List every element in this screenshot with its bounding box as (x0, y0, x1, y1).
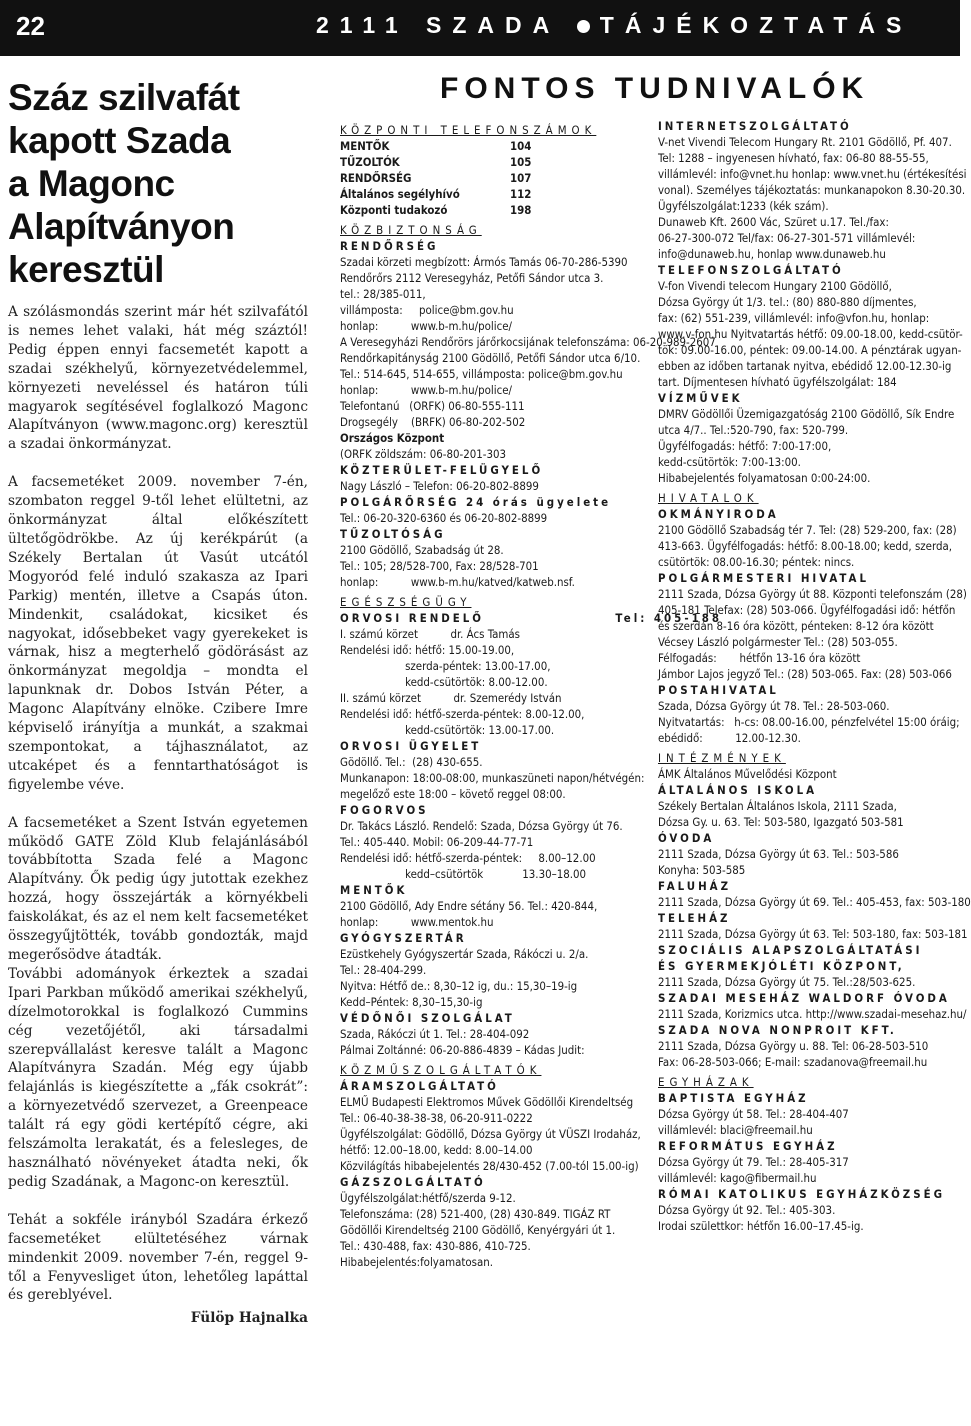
article-paragraph: A facsemetéket 2009. november 7-én, szombaton reggel 9-től lehet elültetni, az önkormányzat által előkészített ültetőgödrökbe. Az új kerékpárút (a Székely Bertalan út Vasút utcától Mogyoród felé induló szakasza az Ipari Parkig) mentén, illetve a Csapás úton. Mindenkit, családokat, kicsiket és nagyokat, idősebbeket vagy gyerekeket is várnak, hisz a megterhelő gödörásást az önkormányzat megoldja – mondta el lapunknak dr. Dobos István Péter, a Magonc Alapítvány elnöke. Czibere Imre képviselő irányítja a munkát, a szakmai szempontokat, a tájhasználatot, az utcaképet és a fenntarthatóságot is figyelembe véve. (8, 474, 308, 793)
info-line: kedd-csütörtök: 8.00-12.00. (340, 675, 548, 689)
info-line: A Veresegyházi Rendőrörs járőrkocsijának telefonszáma: 06-20-989-2607 (340, 335, 716, 349)
subsection-heading: POLGÁRŐRSÉG 24 órás ügyelete (340, 495, 612, 509)
info-line: villámlevél: info@vnet.hu honlap: www.vnet.hu (értékesítési (658, 167, 967, 181)
info-line: tel.: 28/385-011, (340, 287, 426, 301)
phone-label: Általános segélyhívó (340, 187, 460, 201)
phone-row (340, 186, 640, 202)
info-line: utca 4/7.. Tel.:520-790, fax: 520-799. (658, 423, 849, 437)
info-line: Tel.: 28-404-299. (340, 963, 427, 977)
subsection-heading: POSTAHIVATAL (658, 683, 779, 697)
headline-line: kapott Szada (8, 120, 231, 161)
info-line: Telefontanú (ORFK) 06-80-555-111 (340, 399, 525, 413)
info-line: Hibabejelentés:folyamatosan. (340, 1255, 494, 1269)
info-line: Dózsa György út 58. Tel.: 28-404-407 (658, 1107, 849, 1121)
phone-label: TŰZOLTÓK (340, 155, 400, 169)
subsection-heading: VÍZMŰVEK (658, 391, 743, 405)
headline-line: a Magonc (8, 163, 175, 204)
info-line: Dózsa György út 92. Tel.: 405-303. (658, 1203, 836, 1217)
phone-number: 198 (510, 203, 532, 217)
info-line: szerda-péntek: 13.00-17.00, (340, 659, 551, 673)
subsection-heading: REFORMÁTUS EGYHÁZ (658, 1139, 838, 1153)
info-line: Tel.: 06-40-38-38-38, 06-20-911-0222 (340, 1111, 533, 1125)
subsection-heading: TELEHÁZ (658, 911, 731, 925)
info-line: 2111 Szada, Dózsa György út 69. Tel.: 405-453, fax: 503-180 (658, 895, 971, 909)
info-line: Közvilágítás hibabejelentés 28/430-452 (7.00-tól 15.00-ig) (340, 1159, 639, 1173)
subsection-heading: ORVOSI RENDELŐ Tel: 405-188 (340, 611, 722, 625)
info-line: info@dunaweb.hu, honlap www.dunaweb.hu (658, 247, 886, 261)
section-heading: HIVATALOK (658, 491, 759, 505)
phone-number: 105 (510, 155, 532, 169)
info-line: 06-27-300-072 Tel/fax: 06-27-301-571 villámlevél: (658, 231, 916, 245)
info-line: 2111 Szada, Dózsa György út 88. Központi telefonszám (28) (658, 587, 967, 601)
info-line: Ezüstkehely Gyógyszertár Szada, Rákóczi u. 2/a. (340, 947, 589, 961)
article-paragraph: A facsemetéket a Szent István egyetemen működő GATE Zöld Klub felajánlásából továbbította Szada felé a Magonc Alapítvány. Ők pedig úgy jutottak ezekhez hozzá, hogy összejárták a környékbeli faiskolákat, és az el nem kelt facsemetéket összegyűjtötték, tovább gondozták, majd megerősödve átadták. (8, 814, 308, 963)
info-line: www.v-fon.hu Nyitvatartás hétfő: 09.00-18.00, kedd-csütör- (658, 327, 963, 341)
info-line: tök: 09.00-16.00, péntek: 09.00-14.00. A pénztárak ugyan- (658, 343, 962, 357)
section-heading: EGYHÁZAK (658, 1075, 754, 1089)
info-line: Hibabejelentés folyamatosan 0:00-24:00. (658, 471, 871, 485)
subsection-heading: SZADAI MESEHÁZ WALDORF ÓVODA (658, 991, 950, 1005)
headline-line: Alapítványon (8, 206, 235, 247)
info-line: Tel: 1288 – ingyenesen hívható, fax: 06-80 88-55-55, (658, 151, 929, 165)
info-line: vonal). Személyes tájékoztatás: munkanapokon 8.30-20.30. (658, 183, 966, 197)
info-line: 413-663. Ügyfélfogadás: hétfő: 8.00-18.00; kedd, szerda, (658, 539, 953, 553)
subsection-heading: KÖZTERÜLET-FELÜGYELŐ (340, 463, 544, 477)
phone-row (340, 170, 640, 186)
info-line: Jámbor Lajos jegyző Tel.: (28) 503-065. Fax: (28) 503-066 (658, 667, 952, 681)
info-line: villámposta: police@bm.gov.hu (340, 303, 514, 317)
info-line: 2100 Gödöllő, Ady Endre sétány 56. Tel.: 420-844, (340, 899, 598, 913)
info-line: 2111 Szada, Dózsa György u. 88. Tel: 06-28-503-510 (658, 1039, 929, 1053)
info-line: Dunaweb Kft. 2600 Vác, Szüret u.17. Tel./fax: (658, 215, 889, 229)
info-line: ÁMK Általános Művelődési Központ (658, 767, 837, 781)
info-line: Tel.: 105; 28/528-700, Fax: 28/528-701 (340, 559, 539, 573)
info-line: V-fon Vivendi telecom Hungary 2100 Gödöllő, (658, 279, 892, 293)
subsection-heading: BAPTISTA EGYHÁZ (658, 1091, 809, 1105)
article-author: Fülöp Hajnalka (190, 1310, 308, 1327)
info-line: és szerdán 8-16 óra között, pénteken: 8-12 óra között (658, 619, 934, 633)
info-line: kedd-csütörtök: 13.00-17.00. (340, 723, 555, 737)
info-line: kedd–csütörtök 13.30–18.00 (340, 867, 587, 881)
phone-label: MENTŐK (340, 139, 390, 153)
info-line: Dózsa Gy. u. 63. Tel: 503-580, Igazgató 503-581 (658, 815, 904, 829)
info-line: honlap: www.b-m.hu/katved/katweb.nsf. (340, 575, 575, 589)
subsection-heading: INTERNETSZOLGÁLTATÓ (658, 119, 852, 133)
info-line: Pálmai Zoltánné: 06-20-886-4839 – Kádas Judit: (340, 1043, 585, 1057)
info-line: Szadai körzeti megbízott: Ármós Tamás 06-70-286-5390 (340, 255, 628, 269)
info-line: 2100 Gödöllő Szabadság tér 7. Tel: (28) 529-200, fax: (28) (658, 523, 957, 537)
info-line: Ügyfélfogadás: hétfő: 7:00-17:00, (658, 439, 832, 453)
info-line: Munkanapon: 18:00-08:00, munkaszüneti napon/hétvégén: (340, 771, 645, 785)
subsection-heading: SZADA NOVA NONPROIT KFT. (658, 1023, 897, 1037)
phone-label: Központi tudakozó (340, 203, 448, 217)
info-line: Ügyfélszolgálat: Gödöllő, Dózsa György út VÜSZI Irodaház, (340, 1127, 641, 1141)
subsection-heading: RÓMAI KATOLIKUS EGYHÁZKÖZSÉG (658, 1187, 946, 1201)
info-line: hétfő: 12.00–18.00, kedd: 8.00–14.00 (340, 1143, 533, 1157)
info-line: Tel.: 430-488, fax: 430-886, 410-725. (340, 1239, 531, 1253)
subsection-heading: FOGORVOS (340, 803, 429, 817)
phone-label: RENDŐRSÉG (340, 171, 412, 185)
header-title-section: TÁJÉKOZTATÁS (599, 12, 913, 38)
info-line: Rendelési idő: hétfő-szerda-péntek: 8.00-12.00, (340, 707, 585, 721)
article-body (8, 303, 308, 1328)
info-line: Székely Bertalan Általános Iskola, 2111 Szada, (658, 799, 897, 813)
info-line: 2111 Szada, Dózsa György út 75. Tel.:28/503-625. (658, 975, 916, 989)
info-line: megelőző este 18:00 – követő reggel 08:00. (340, 787, 566, 801)
info-line: Gödöllői Kirendeltség 2100 Gödöllő, Kenyérgyári út 1. (340, 1223, 616, 1237)
info-line: Vécsey László polgármester Tel.: (28) 503-055. (658, 635, 898, 649)
info-line: Dózsa György út 1/3. tel.: (80) 880-880 díjmentes, (658, 295, 917, 309)
subsection-heading: ÁLTALÁNOS ISKOLA (658, 783, 818, 797)
info-line: Rendelési idő: hétfő-szerda-péntek: 8.00–12.00 (340, 851, 596, 865)
subsection-heading: ÉS GYERMEKJÓLÉTI KÖZPONT, (658, 959, 905, 973)
info-title: FONTOS TUDNIVALÓK (440, 72, 870, 105)
header-title (316, 12, 912, 39)
header-title-town: 2111 SZADA (316, 12, 560, 38)
info-line: Nagy László – Telefon: 06-20-802-8899 (340, 479, 539, 493)
article-headline (8, 76, 308, 291)
phone-number: 112 (510, 187, 532, 201)
info-line: Tel.: 405-440. Mobil: 06-209-44-77-71 (340, 835, 534, 849)
subsection-heading: FALUHÁZ (658, 879, 732, 893)
headline-line: Száz szilvafát (8, 77, 240, 118)
bullet-dot-icon (577, 20, 590, 33)
subsection-heading: GYÓGYSZERTÁR (340, 931, 467, 945)
info-line: Irodai születtkor: hétfőn 16.00–17.45-ig. (658, 1219, 864, 1233)
info-line: (ORFK zöldszám: 06-80-201-303 (340, 447, 507, 461)
info-line: 2111 Szada, Korizmics utca. http://www.szadai-mesehaz.hu/ (658, 1007, 967, 1021)
info-line: 405-181 Telefax: (28) 503-066. Ügyfélfogadási idő: hétfőn (658, 603, 956, 617)
info-line: Tel.: 514-645, 514-655, villámposta: police@bm.gov.hu (340, 367, 623, 381)
phone-row (340, 138, 640, 154)
phone-number: 104 (510, 139, 532, 153)
phone-row (340, 202, 640, 218)
info-line: honlap: www.b-m.hu/police/ (340, 383, 512, 397)
section-heading: INTÉZMÉNYEK (658, 751, 786, 765)
subsection-heading: MENTŐK (340, 883, 408, 897)
info-line: 2111 Szada, Dózsa György út 63. Tel.: 503-586 (658, 847, 899, 861)
info-line: Rendőrőrs 2112 Veresegyház, Petőfi Sándor utca 3. (340, 271, 604, 285)
info-line: Dr. Takács László. Rendelő: Szada, Dózsa György út 76. (340, 819, 623, 833)
article-paragraph: A szólásmondás szerint már hét szilvafától is nemes lehet valaki, hát még száztól! Pedig éppen ennyi facsemetét kapott a szadai székhelyű, környezetvédelemmel, környezeti neveléssel és határon túli magyarok segítésével foglalkozó Magonc Alapítványon (www.magonc.org) keresztül a szadai önkormányzat. (8, 304, 308, 453)
subsection-heading: RENDŐRSÉG (340, 239, 439, 253)
section-heading: KÖZMŰSZOLGÁLTATÓK (340, 1063, 542, 1077)
info-line: villámlevél: blaci@freemail.hu (658, 1123, 813, 1137)
subsection-heading: ÁRAMSZOLGÁLTATÓ (340, 1079, 499, 1093)
subsection-heading: ÓVODA (658, 831, 715, 845)
info-line: DMRV Gödöllői Üzemigazgatóság 2100 Gödöllő, Sík Endre (658, 407, 955, 421)
page-number: 22 (16, 11, 45, 41)
subsection-heading: TELEFONSZOLGÁLTATÓ (658, 263, 844, 277)
subsection-heading: ORVOSI ÜGYELET (340, 739, 482, 753)
section-heading: KÖZPONTI TELEFONSZÁMOK (340, 123, 597, 137)
info-line: Konyha: 503-585 (658, 863, 746, 877)
subsection-heading: POLGÁRMESTERI HIVATAL (658, 571, 869, 585)
info-line: Nyitva: Hétfő de.: 8,30–12 ig, du.: 15,30–19-ig (340, 979, 578, 993)
phone-row (340, 154, 640, 170)
info-line: Szada, Rákóczi út 1. Tel.: 28-404-092 (340, 1027, 530, 1041)
section-heading: KÖZBIZTONSÁG (340, 223, 482, 237)
subsection-heading: OKMÁNYIRODA (658, 507, 779, 521)
info-line: tart. Díjmentesen hívható ügyfélszolgálat: 184 (658, 375, 897, 389)
info-line: Fax: 06-28-503-066; E-mail: szadanova@freemail.hu (658, 1055, 928, 1069)
info-line: 2100 Gödöllő, Szabadság út 28. (340, 543, 504, 557)
article-paragraph: Tehát a sokféle irányból Szadára érkező facsemetéket elültetéséhez várnak mindenkit 2009. november 7-én, reggel 9-től a Fenyvesliget úton, lehetőleg lapáttal és gereblyével. (8, 1211, 308, 1304)
info-line: 2111 Szada, Dózsa György út 63. Tel: 503-180, fax: 503-181 (658, 927, 968, 941)
info-column-right (658, 118, 971, 1234)
info-line: I. számú körzet dr. Ács Tamás (340, 627, 520, 641)
info-line: Kedd–Péntek: 8,30–15,30-ig (340, 995, 483, 1009)
info-line: V-net Vivendi Telecom Hungary Rt. 2101 Gödöllő, Pf. 407. (658, 135, 952, 149)
info-line: csütörtök: 08.00-16.30; péntek: nincs. (658, 555, 855, 569)
info-line: Rendelési idő: hétfő: 15.00-19.00, (340, 643, 515, 657)
info-line: honlap: www.mentok.hu (340, 915, 494, 929)
page-header (0, 0, 960, 56)
info-line: Ügyfélszolgálat:hétfő/szerda 9-12. (340, 1191, 516, 1205)
section-heading: EGÉSZSÉGÜGY (340, 595, 472, 609)
info-line: villámlevél: kago@fibermail.hu (658, 1171, 817, 1185)
info-line: honlap: www.b-m.hu/police/ (340, 319, 512, 333)
info-line: Országos Központ (340, 431, 445, 445)
info-line: Dózsa György út 79. Tel.: 28-405-317 (658, 1155, 849, 1169)
info-line: Nyitvatartás: h-cs: 08.00-16.00, pénzfelvétel 15:00 óráig; (658, 715, 960, 729)
info-line: Szada, Dózsa György út 78. Tel.: 28-503-060. (658, 699, 890, 713)
info-line: Rendőrkapitányság 2100 Gödöllő, Petőfi Sándor utca 6/10. (340, 351, 641, 365)
subsection-heading: SZOCIÁLIS ALAPSZOLGÁLTATÁSI (658, 943, 923, 957)
info-line: Telefonszáma: (28) 521-400, (28) 430-849. TIGÁZ RT (340, 1207, 611, 1221)
info-line: II. számú körzet dr. Szemerédy István (340, 691, 562, 705)
article-paragraph: További adományok érkeztek a szadai Ipari Parkban működő amerikai székhelyű, dízelmotorokkal is foglalkozó Cummins cég vezetőjétől, aki társadalmi szerepvállalást keresve talált a Magonc Alapítványra Szadán. Még egy újabb felajánlás is kiegészítette a „fák csokrát”: a környezetvédő szervezet, a Greenpeace talált rá egy gödi kertépítő cégre, aki felszámolta lerakatát, és a felesleges, de használható növényeket átadta neki, ők pedig Szadának, a Magonc-on keresztül. (8, 965, 308, 1190)
info-line: Félfogadás: hétfőn 13-16 óra között (658, 651, 861, 665)
subsection-heading: TŰZOLTÓSÁG (340, 527, 446, 541)
phone-number: 107 (510, 171, 532, 185)
headline-line: keresztül (8, 249, 164, 290)
subsection-heading: GÁZSZOLGÁLTATÓ (340, 1175, 486, 1189)
info-line: kedd-csütörtök: 7:00-13:00. (658, 455, 801, 469)
subsection-heading: VÉDŐNŐI SZOLGÁLAT (340, 1011, 515, 1025)
info-line: ELMŰ Budapesti Elektromos Művek Gödöllői Kirendeltség (340, 1095, 634, 1109)
info-line: fax: (62) 551-239, villámlevél: info@vfon.hu, honlap: (658, 311, 930, 325)
info-line: Tel.: 06-20-320-6360 és 06-20-802-8899 (340, 511, 548, 525)
info-line: Gödöllő. Tel.: (28) 430-655. (340, 755, 483, 769)
info-line: Drogsegély (BRFK) 06-80-202-502 (340, 415, 526, 429)
article (8, 76, 308, 1328)
info-line: ebédidő: 12.00-12.30. (658, 731, 801, 745)
info-line: ebben az időben tartanak nyitva, ebédidő 12.00-12.30-ig (658, 359, 952, 373)
info-line: Ügyfélszolgálat:1233 (kék szám). (658, 199, 829, 213)
